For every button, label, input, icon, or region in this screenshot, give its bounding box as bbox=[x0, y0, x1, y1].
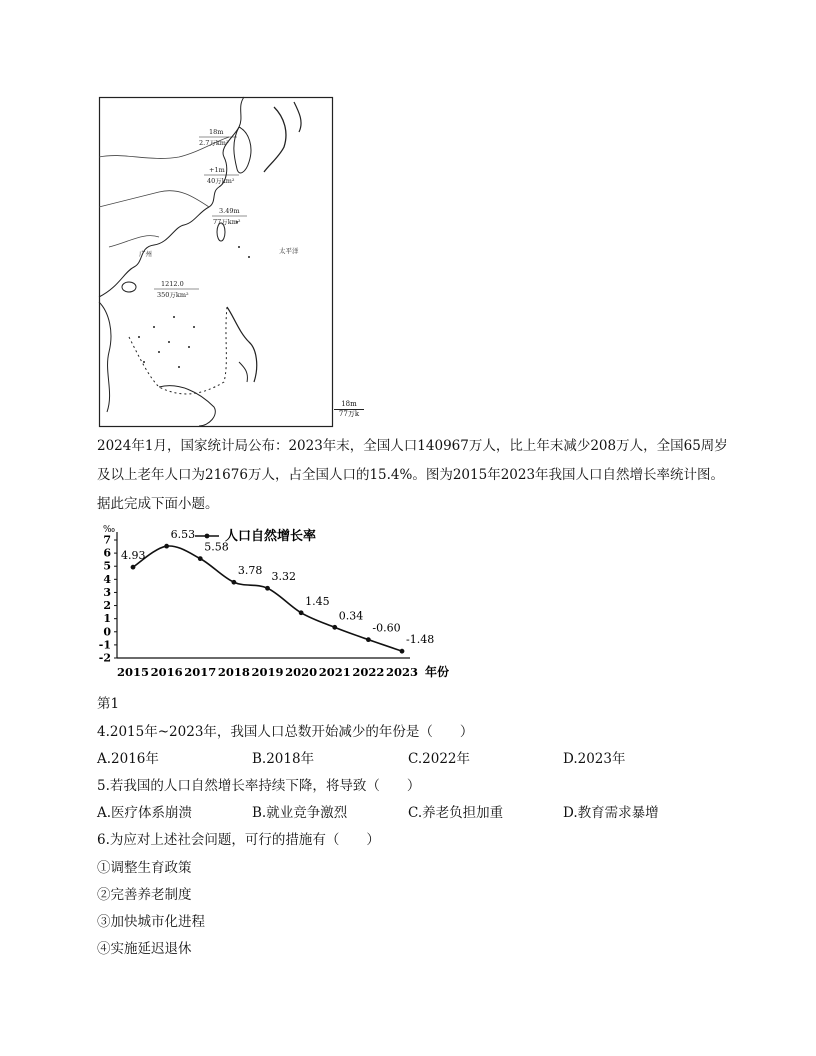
data-point bbox=[198, 556, 203, 561]
x-tick-label: 2023 bbox=[385, 665, 419, 679]
map-annotation-3-bottom: 77万km² bbox=[213, 218, 241, 226]
chart-svg bbox=[95, 518, 450, 690]
x-tick-label: 2022 bbox=[352, 665, 385, 679]
scale-note-bottom: 77万k bbox=[338, 410, 360, 418]
data-label: 0.34 bbox=[338, 609, 364, 623]
data-label: 1.45 bbox=[305, 594, 330, 608]
question-4-stem: 4.2015年~2023年，我国人口总数开始减少的年份是（ ） bbox=[97, 724, 474, 740]
y-tick-label: 5 bbox=[103, 559, 111, 573]
q4-option-a[interactable]: A.2016年 bbox=[97, 751, 159, 767]
q6-item-3: ③加快城市化进程 bbox=[97, 914, 205, 930]
x-axis-label: 年份 bbox=[425, 665, 450, 679]
q4-option-d[interactable]: D.2023年 bbox=[563, 751, 626, 767]
legend-label: 人口自然增长率 bbox=[225, 529, 317, 544]
data-label: -1.48 bbox=[406, 633, 435, 647]
q5-option-c[interactable]: C.养老负担加重 bbox=[408, 805, 504, 821]
data-label: -0.60 bbox=[372, 621, 401, 635]
q5-option-d[interactable]: D.教育需求暴增 bbox=[563, 805, 659, 821]
y-tick-label: -2 bbox=[98, 651, 111, 665]
question-6-stem: 6.为应对上述社会问题，可行的措施有（ ） bbox=[97, 832, 380, 848]
y-tick-label: 2 bbox=[103, 599, 111, 613]
data-label: 5.58 bbox=[204, 540, 229, 554]
x-tick-label: 2016 bbox=[150, 665, 183, 679]
data-point bbox=[131, 565, 136, 570]
y-tick-label: 0 bbox=[103, 625, 111, 639]
map-annotation-3-top: 3.49m bbox=[219, 207, 240, 215]
q5-option-a[interactable]: A.医疗体系崩溃 bbox=[97, 805, 193, 821]
east-asia-map bbox=[99, 97, 333, 427]
intro-line-3: 据此完成下面小题。 bbox=[97, 496, 219, 512]
map-figure bbox=[99, 97, 333, 427]
data-label: 6.53 bbox=[170, 528, 196, 542]
x-tick-label: 2015 bbox=[116, 665, 150, 679]
q6-item-1: ①调整生育政策 bbox=[97, 860, 192, 876]
y-tick-label: -1 bbox=[98, 638, 111, 652]
intro-line-2: 及以上老年人口为21676万人，占全国人口的15.4%。图为2015年2023年我国人口自然增长率统计图。 bbox=[97, 467, 725, 483]
map-scale-note bbox=[334, 400, 364, 419]
data-point bbox=[400, 649, 405, 654]
question-5-stem: 5.若我国的人口自然增长率持续下降，将导致（ ） bbox=[97, 778, 421, 794]
data-label: 3.32 bbox=[271, 570, 296, 584]
y-tick-label: 1 bbox=[103, 612, 111, 626]
map-annotation-1-top: 18m bbox=[209, 128, 224, 136]
y-axis-unit: ‰ bbox=[103, 525, 116, 535]
data-point bbox=[332, 625, 337, 630]
scale-note-top: 18m bbox=[334, 400, 364, 410]
y-tick-label: 6 bbox=[103, 546, 111, 560]
y-tick-label: 4 bbox=[103, 572, 111, 586]
map-annotation-4-top: 1212.0 bbox=[161, 280, 184, 288]
x-tick-label: 2017 bbox=[184, 665, 217, 679]
growth-rate-chart bbox=[95, 518, 450, 690]
series-line bbox=[133, 546, 402, 651]
y-tick-label: 7 bbox=[103, 533, 111, 547]
x-tick-label: 2021 bbox=[318, 665, 351, 679]
q4-option-b[interactable]: B.2018年 bbox=[252, 751, 315, 767]
data-point bbox=[299, 610, 304, 615]
data-point bbox=[265, 586, 270, 591]
data-label: 3.78 bbox=[237, 564, 263, 578]
data-point bbox=[366, 637, 371, 642]
x-tick-label: 2018 bbox=[217, 665, 250, 679]
figure-caption: 第1 bbox=[97, 696, 120, 712]
q5-option-b[interactable]: B.就业竞争激烈 bbox=[252, 805, 348, 821]
data-point bbox=[164, 544, 169, 549]
map-annotation-4-bottom: 350万km² bbox=[157, 291, 189, 299]
q6-item-4: ④实施延迟退休 bbox=[97, 941, 192, 957]
data-point bbox=[231, 580, 236, 585]
y-tick-label: 3 bbox=[103, 585, 111, 599]
q4-option-c[interactable]: C.2022年 bbox=[408, 751, 470, 767]
x-tick-label: 2019 bbox=[251, 665, 284, 679]
data-label: 4.93 bbox=[121, 549, 146, 563]
q6-item-2: ②完善养老制度 bbox=[97, 887, 192, 903]
map-annotation-2-bottom: 40万km² bbox=[207, 177, 235, 185]
legend-marker bbox=[205, 534, 210, 539]
intro-line-1: 2024年1月，国家统计局公布：2023年末，全国人口140967万人，比上年末减少208万人，全国65周岁 bbox=[97, 438, 728, 454]
x-tick-label: 2020 bbox=[285, 665, 318, 679]
map-annotation-2-top: +1m bbox=[209, 166, 225, 174]
map-city-label: 广州 bbox=[139, 250, 152, 258]
map-region-label: 太平洋 bbox=[279, 247, 299, 255]
map-annotation-1-bottom: 2.7万km² bbox=[199, 139, 229, 147]
